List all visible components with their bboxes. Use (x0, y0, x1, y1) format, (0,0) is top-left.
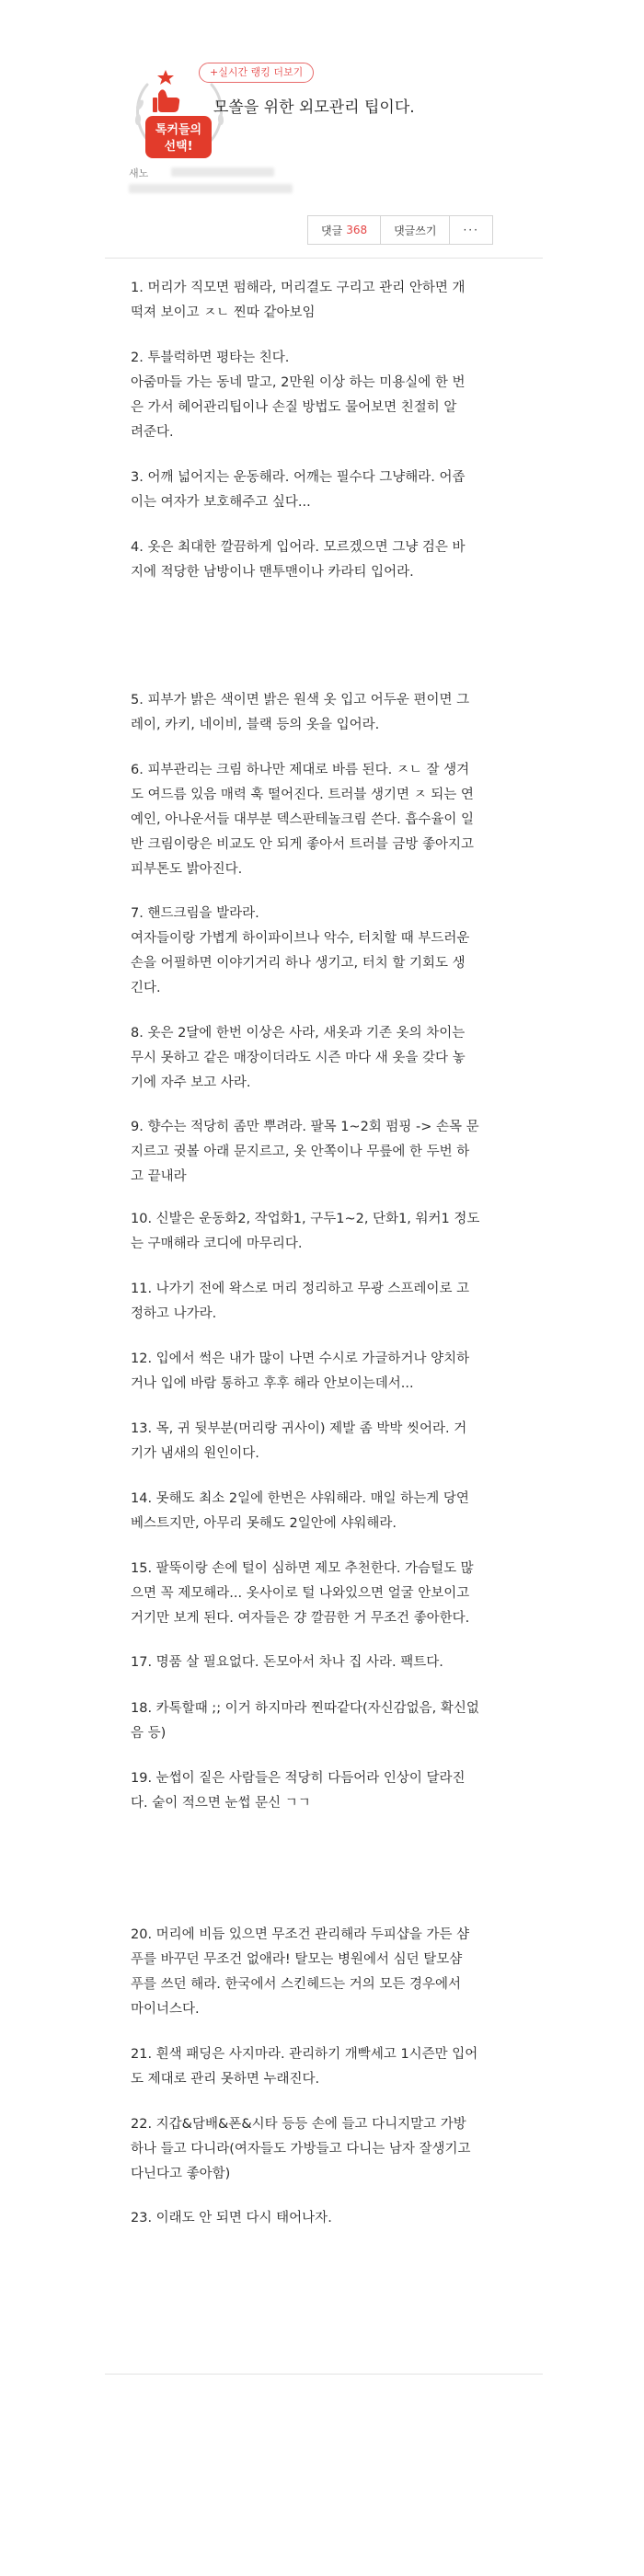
tip-line: 무시 못하고 같은 매장이더라도 시즌 마다 새 옷을 갖다 놓 (131, 1051, 466, 1065)
tip-item (131, 758, 535, 882)
comment-count: 368 (346, 224, 368, 236)
tip-line: 10. 신발은 운동화2, 작업화1, 구두1~2, 단화1, 워커1 정도 (131, 1212, 480, 1226)
tip-line: 이는 여자가 보호해주고 싶다... (131, 495, 311, 510)
tip-line: 지르고 귓볼 아래 문지르고, 옷 안쪽이나 무릎에 한 두번 하 (131, 1144, 470, 1159)
tip-line: 정하고 나가라. (131, 1306, 217, 1321)
badge-text-line-1: 톡커들의 (155, 123, 202, 137)
tip-line: 음 등) (131, 1726, 167, 1741)
tip-line: 지에 적당한 남방이나 맨투맨이나 카라티 입어라. (131, 565, 414, 580)
tip-item (131, 1557, 535, 1631)
tip-item (131, 535, 535, 585)
tip-line: 은 가서 헤어관리팁이나 손질 방법도 물어보면 친절히 알 (131, 400, 457, 415)
tip-line: 9. 향수는 적당히 좀만 뿌려라. 팔목 1~2회 펌핑 -> 손목 문 (131, 1120, 479, 1134)
tip-line: 2. 투블럭하면 평타는 친다. (131, 351, 290, 365)
tip-item (131, 2112, 535, 2187)
tip-line: 14. 못해도 최소 2일에 한번은 샤워해라. 매일 하는게 당연 (131, 1491, 469, 1506)
tip-line: 13. 목, 귀 뒷부분(머리랑 귀사이) 제발 좀 박박 씻어라. 거 (131, 1421, 467, 1436)
post-action-bar (307, 215, 493, 245)
tip-item (131, 1923, 535, 2022)
tip-item (131, 1115, 535, 1190)
tip-line: 19. 눈썹이 짙은 사람들은 적당히 다듬어라 인상이 달라진 (131, 1771, 466, 1786)
tip-line: 하나 들고 다니라(여자들도 가방들고 다니는 남자 잘생기고 (131, 2142, 471, 2156)
tip-line: 레이, 카키, 네이비, 블랙 등의 옷을 입어라. (131, 718, 380, 732)
tip-line: 기에 자주 보고 사라. (131, 1075, 251, 1090)
tip-line: 긴다. (131, 981, 161, 995)
tip-item (131, 346, 535, 445)
write-comment-button[interactable]: 댓글쓰기 (381, 216, 450, 244)
tip-line: 5. 피부가 밝은 색이면 밝은 원색 옷 입고 어두운 편이면 그 (131, 693, 470, 707)
tip-line: 손을 어필하면 이야기거리 하나 생기고, 터치 할 기회도 생 (131, 956, 466, 971)
post-date-blurred (129, 184, 293, 193)
tip-line: 21. 흰색 패딩은 사지마라. 관리하기 개빡세고 1시즌만 입어 (131, 2047, 478, 2062)
comment-label: 댓글 (321, 224, 343, 237)
tip-line: 18. 카톡할때 ;; 이거 하지마라 찐따같다(자신감없음, 확신없 (131, 1701, 479, 1716)
tip-line: 15. 팔뚝이랑 손에 털이 심하면 제모 추천한다. 가슴털도 많 (131, 1561, 474, 1576)
footer-divider (105, 2374, 543, 2375)
tip-line: 베스트지만, 아무리 못해도 2일안에 샤워해라. (131, 1516, 397, 1531)
tip-item (131, 1650, 535, 1675)
tip-line: 반 크림이랑은 비교도 안 되게 좋아서 트러블 금방 좋아지고 (131, 837, 475, 852)
tip-line: 20. 머리에 비듬 있으면 무조건 관리해라 두피샵을 가든 샴 (131, 1927, 470, 1942)
tip-item (131, 1021, 535, 1096)
tip-line: 아줌마들 가는 동네 말고, 2만원 이상 하는 미용실에 한 번 (131, 375, 466, 390)
tip-line: 12. 입에서 썩은 내가 많이 나면 수시로 가글하거나 양치하 (131, 1351, 470, 1366)
tip-item (131, 1207, 535, 1257)
talker-choice-badge-icon (129, 68, 230, 171)
tip-line: 으면 꼭 제모해라... 옷사이로 털 나와있으면 얼굴 안보이고 (131, 1586, 470, 1601)
tip-line: 도 여드름 있음 매력 훅 떨어진다. 트러블 생기면 ㅈ 되는 연 (131, 788, 474, 802)
tip-line: 마이너스다. (131, 2002, 200, 2017)
tip-line: 예인, 아나운서들 대부분 덱스판테놀크림 쓴다. 흡수율이 일 (131, 812, 475, 827)
tip-line: 11. 나가기 전에 왁스로 머리 정리하고 무광 스프레이로 고 (131, 1282, 470, 1296)
tip-line: 푸를 바꾸던 무조건 없애라! 탈모는 병원에서 심던 탈모샴 (131, 1952, 463, 1967)
tip-item (131, 2206, 535, 2231)
tip-line: 4. 옷은 최대한 깔끔하게 입어라. 모르겠으면 그냥 검은 바 (131, 540, 466, 555)
tip-line: 피부톤도 밝아진다. (131, 862, 243, 877)
tip-line: 23. 이래도 안 되면 다시 태어나자. (131, 2211, 332, 2225)
tip-line: 다. 숱이 적으면 눈썹 문신 ㄱㄱ (131, 1796, 311, 1811)
tip-line: 는 구매해라 코디에 마무리다. (131, 1236, 303, 1251)
tip-item (131, 1696, 535, 1746)
tip-line: 3. 어깨 넓어지는 운동해라. 어깨는 필수다 그냥해라. 어좁 (131, 470, 466, 485)
tip-line: 거기만 보게 된다. 여자들은 걍 깔끔한 거 무조건 좋아한다. (131, 1611, 470, 1626)
tip-item (131, 466, 535, 515)
tip-line: 푸를 쓰던 해라. 한국에서 스킨헤드는 거의 모든 경우에서 (131, 1977, 462, 1992)
badge-text-line-2: 선택! (164, 140, 193, 154)
tip-line: 여자들이랑 가볍게 하이파이브나 악수, 터치할 때 부드러운 (131, 931, 470, 946)
tip-line: 17. 명품 살 필요없다. 돈모아서 차나 집 사라. 팩트다. (131, 1655, 443, 1670)
tip-line: 다닌다고 좋아함) (131, 2167, 231, 2181)
tip-item (131, 1417, 535, 1466)
author-name[interactable]: 새노 (129, 167, 149, 179)
tip-line: 고 끝내라 (131, 1169, 187, 1184)
tip-line: 1. 머리가 직모면 펌해라, 머리결도 구리고 관리 안하면 개 (131, 281, 466, 295)
tip-line: 려준다. (131, 425, 174, 440)
tip-item (131, 2042, 535, 2092)
tip-item (131, 1487, 535, 1536)
tip-item (131, 276, 535, 326)
author-info-blurred (171, 167, 274, 177)
tip-item (131, 688, 535, 738)
comment-count-button[interactable] (308, 216, 381, 244)
tip-item (131, 1347, 535, 1397)
post-title: 모쏠을 위한 외모관리 팁이다. (213, 98, 415, 117)
realtime-ranking-link[interactable]: +실시간 랭킹 더보기 (199, 63, 314, 83)
tip-line: 6. 피부관리는 크림 하나만 제대로 바름 된다. ㅈㄴ 잘 생겨 (131, 763, 470, 777)
header-divider (105, 258, 543, 259)
tip-item (131, 1766, 535, 1816)
tip-item (131, 902, 535, 1001)
tip-line: 7. 핸드크림을 발라라. (131, 906, 259, 921)
tip-item (131, 1277, 535, 1327)
tip-line: 22. 지갑&담배&폰&시타 등등 손에 들고 다니지말고 가방 (131, 2117, 466, 2132)
tip-line: 거나 입에 바람 통하고 후후 해라 안보이는데서... (131, 1376, 414, 1391)
tip-line: 떡져 보이고 ㅈㄴ 찐따 같아보임 (131, 305, 316, 320)
tip-line: 기가 냄새의 원인이다. (131, 1446, 259, 1461)
more-options-button[interactable]: ··· (463, 224, 479, 236)
tip-line: 도 제대로 관리 못하면 누래진다. (131, 2072, 320, 2087)
tip-line: 8. 옷은 2달에 한번 이상은 사라, 새옷과 기존 옷의 차이는 (131, 1026, 466, 1041)
